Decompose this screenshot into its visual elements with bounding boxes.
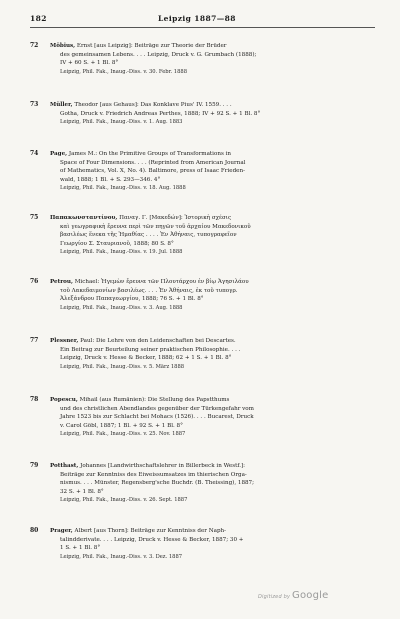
entry-text: Ernst [aus Leipzig]: Beiträge zur Theorie der Brüder	[76, 43, 227, 49]
entry-source: Leipzig, Phil. Fak., Inaug.-Diss. v. 25. Nov. 1887	[60, 431, 186, 438]
entry-line: Γεωργίου Σ. Σταυριανοῦ, 1888; 80 S. 8°	[60, 240, 174, 247]
entry-number: 74	[30, 150, 39, 157]
entry-author: Prager,	[50, 528, 73, 534]
entry-line	[50, 396, 375, 405]
page-number: 182	[30, 14, 47, 23]
entry-line	[50, 101, 375, 110]
entry-line: Space of Four Dimensions. . . . (Reprinted from American Journal	[60, 159, 246, 166]
entry-text: Albert [aus Thorn]: Beiträge zur Kenntniss der Naph-	[74, 528, 227, 534]
entry-number: 73	[30, 101, 39, 108]
watermark-prefix: Digitized by	[258, 594, 291, 600]
entry-source: Leipzig, Phil. Fak., Inaug.-Diss. v. 30. Febr. 1888	[60, 68, 187, 75]
entry-line: wald, 1888; 1 Bl. + S. 293—346. 4°	[60, 176, 161, 183]
entry-source: Leipzig, Phil. Fak., Inaug.-Diss. v. 3. Dez. 1887	[60, 553, 183, 560]
entry-author: Petrou,	[50, 279, 73, 285]
entry-line: 1 S. + 1 Bl. 8°	[60, 545, 101, 552]
entry-author: Παπακωνσταντίνου,	[50, 215, 118, 221]
entry-author: Page,	[50, 151, 68, 157]
entry-number: 80	[30, 527, 39, 534]
entry-source: Leipzig, Phil. Fak., Inaug.-Diss. v. 19. Jul. 1888	[60, 249, 183, 256]
entry-line: τοῦ Λακεδαιμονίων βασιλέως. . . . Ἐν Ἀθήναις, ἐκ τοῦ τυπογρ.	[60, 287, 238, 294]
entry-source: Leipzig, Phil. Fak., Inaug.-Diss. v. 5. März 1888	[60, 363, 185, 370]
entry-text: Theodor [aus Gehaus]: Das Konklave Pius' IV. 1559. . . .	[74, 102, 232, 108]
entry-line	[50, 214, 375, 223]
entry-line: Leipzig, Druck v. Hesse & Becker, 1888; 62 + 1 S. + 1 Bl. 8°	[60, 355, 232, 362]
google-watermark	[258, 590, 368, 604]
entry-number: 72	[30, 42, 39, 49]
entry-line: talindderivate. . . . Leipzig, Druck v. Hesse & Becker, 1887; 30 +	[60, 536, 244, 543]
entry-author: Plessner,	[50, 338, 79, 344]
entry-line: Gotha, Druck v. Friedrich Andreas Perthes, 1888; IV + 92 S. + 1 Bl. 8°	[60, 110, 261, 117]
entry-author: Potthast,	[50, 463, 79, 469]
entry-number: 78	[30, 396, 39, 403]
entry-author: Popescu,	[50, 397, 78, 403]
entry-line	[50, 42, 375, 51]
page-header	[30, 14, 375, 26]
entry-author: Möbius,	[50, 43, 76, 49]
entry-number: 79	[30, 462, 39, 469]
entry-line: of Mathematics, Vol. X, No. 4). Baltimore, press of Isaac Frieden-	[60, 168, 245, 175]
entry-author: Müller,	[50, 102, 73, 108]
entry-line	[50, 527, 375, 536]
entry-line: Ἀλεξάνδρου Παπαγεωργίου, 1888; 76 S. + 1 Bl. 8°	[60, 296, 204, 303]
entry-text: Paul: Die Lehre von den Leidenschaften bei Descartes.	[80, 338, 236, 344]
entry-line: Jahre 1523 bis zur Schlacht bei Mohacs (1526). . . . Bucarest, Druck	[60, 414, 254, 421]
entry-line: v. Carol Göbl, 1887; 1 Bl. + 92 S. + 1 Bl. 8°	[60, 422, 183, 429]
entry-line	[50, 150, 375, 159]
entry-text: Παναγ. Γ. [Μακεδών]: Ἱστορικὴ σχέσις	[119, 215, 232, 221]
entry-number: 75	[30, 214, 39, 221]
entry-line: Beiträge zur Kenntniss des Eiweissumsatzes im thierischen Orga-	[60, 471, 247, 478]
entry-text: Johannes [Landwirthschaftslehrer in Billerbeck in Westf.]:	[80, 463, 246, 469]
entry-line	[50, 278, 375, 287]
entry-line: βασιλέως ἕνεκα τῆς Ἠμαθίας . . . . Ἐν Ἀθήναις, τυπογραφεῖον	[60, 232, 237, 239]
entry-source: Leipzig, Phil. Fak., Inaug.-Diss. v. 18. Aug. 1888	[60, 185, 186, 192]
running-title: Leipzig 1887—88	[158, 14, 236, 23]
entry-source: Leipzig, Phil. Fak., Inaug.-Diss. v. 3. Aug. 1888	[60, 304, 183, 311]
entry-line: Ein Beitrag zur Beurteilung seiner praktischen Philosophie. . . .	[60, 346, 241, 353]
entry-text: Mihail (aus Rumänien): Die Stellung des Papstthums	[79, 397, 230, 403]
entry-line	[50, 337, 375, 346]
entry-text: Michael: Ἡγεμὼν ἔρευνα τῶν Πλουτάρχου ἐν βίῳ Ἀγησιλάου	[74, 279, 249, 285]
entry-line: und des christlichen Abendlandes gegenüber der Türkengefahr vom	[60, 405, 254, 412]
entry-number: 77	[30, 337, 39, 344]
entry-line	[50, 462, 375, 471]
entry-line: 32 S. + 1 Bl. 8°	[60, 488, 104, 495]
entry-text: James M.: On the Primitive Groups of Transformations in	[68, 151, 231, 157]
entry-source: Leipzig, Phil. Fak., Inaug.-Diss. v. 26. Sept. 1887	[60, 497, 188, 504]
entry-source: Leipzig, Phil. Fak., Inaug.-Diss. v. 1. Aug. 1883	[60, 119, 183, 126]
entry-line: IV + 60 S. + 1 Bl. 8°	[60, 60, 119, 67]
google-logo: Google	[292, 590, 329, 601]
entry-line: καὶ γεωγραφικὴ ἔρευνα περὶ τῶν πηγῶν τοῦ ἀρχαίου Μακεδονικοῦ	[60, 223, 251, 230]
entry-line: nismus. . . . Münster, Regensberg'sche Buchdr. (B. Theissing), 1887;	[60, 480, 255, 487]
entry-line: des gemeinsamen Lebens. . . . Leipzig, Druck v. G. Grumbach (1888);	[60, 51, 257, 58]
entry-number: 76	[30, 278, 39, 285]
header-rule	[30, 27, 375, 28]
